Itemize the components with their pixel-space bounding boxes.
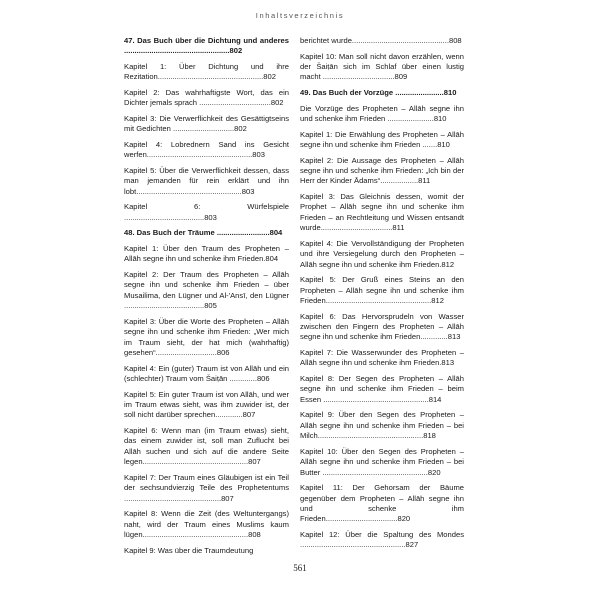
toc-entry: Kapitel 5: Der Gruß eines Steins an den Propheten – Allāh segne ihn und schenke ihm Frieden..................................................812 <box>300 275 464 306</box>
toc-entry: Kapitel 6: Das Hervorsprudeln von Wasser zwischen den Fingern des Propheten – Allāh segne ihn und schenke ihm Frieden.............813 <box>300 311 464 342</box>
toc-entry: Kapitel 11: Der Gehorsam der Bäume gegenüber dem Propheten – Allāh segne ihn und schenke ihm Frieden..................................820 <box>300 483 464 524</box>
toc-entry: 47. Das Buch über die Dichtung und anderes ..................................................802 <box>124 36 289 56</box>
toc-entry: Kapitel 1: Über den Traum des Propheten – Allāh segne ihn und schenke ihm Frieden.804 <box>124 244 289 264</box>
toc-entry: Kapitel 4: Ein (guter) Traum ist von Allāh und ein (schlechter) Traum vom Šaiṭān .............806 <box>124 363 289 384</box>
running-title: Inhaltsverzeichnis <box>255 11 345 20</box>
toc-entry: Kapitel 4: Lobrednern Sand ins Gesicht werfen..................................................803 <box>124 140 289 160</box>
toc-entry: Kapitel 5: Über die Verwerflichkeit dessen, dass man jemanden für rein erklärt und ihn lobt..................................................803 <box>124 166 289 196</box>
toc-entry: Kapitel 9: Über den Segen des Propheten – Allāh segne ihn und schenke ihm Frieden – bei Milch..................................................818 <box>300 410 464 441</box>
toc-entry: Die Vorzüge des Propheten – Allāh segne ihn und schenke ihm Frieden ......................810 <box>300 103 464 123</box>
toc-entry: Kapitel 1: Die Erwählung des Propheten – Allāh segne ihn und schenke ihm Frieden .......810 <box>300 129 464 149</box>
toc-entry: Kapitel 2: Das wahrhaftigste Wort, das ein Dichter jemals sprach ..................................802 <box>124 88 289 108</box>
toc-entry: 48. Das Buch der Träume .........................804 <box>124 228 283 238</box>
toc-entry: Kapitel 2: Die Aussage des Propheten – Allāh segne ihn und schenke ihm Frieden: „Ich bin der Herr der Kinder Ādams“..................811 <box>300 155 464 186</box>
page-number: 561 <box>293 563 307 573</box>
toc-entry: Kapitel 10: Über den Segen des Propheten – Allāh segne ihn und schenke ihm Frieden – bei Butter ..................................................820 <box>300 446 464 477</box>
toc-entry: Kapitel 8: Der Segen des Propheten – Allāh segne ihn und schenke ihm Frieden – beim Essen ..................................................814 <box>300 374 464 404</box>
toc-entry: Kapitel 6: Wenn man (im Traum etwas) sieht, das einem zuwider ist, soll man Zuflucht bei Allāh suchen und sich auf die andere Seite legen..................................................807 <box>124 426 289 467</box>
toc-entry: Kapitel 3: Über die Worte des Propheten – Allāh segne ihn und schenke ihm Frieden: „Wer mich im Traum sieht, der hat mich (wahrhaftig) gesehen“.............................806 <box>124 316 289 358</box>
toc-entry: Kapitel 7: Die Wasserwunder des Propheten – Allāh segne ihn und schenke ihm Frieden.813 <box>300 348 464 368</box>
toc-right-column <box>300 36 464 556</box>
toc-entry: Kapitel 7: Der Traum eines Gläubigen ist ein Teil der sechsundvierzig Teile des Prophetentums ..............................................807 <box>124 472 289 503</box>
toc-entry: Kapitel 9: Was über die Traumdeutung <box>124 545 254 555</box>
toc-entry: Kapitel 3: Die Verwerflichkeit des Gesättigtseins mit Gedichten .............................802 <box>124 114 289 134</box>
toc-entry: Kapitel 12: Über die Spaltung des Mondes ..................................................827 <box>300 530 464 550</box>
toc-entry: Kapitel 8: Wenn die Zeit (des Weltuntergangs) naht, wird der Traum eines Muslims kaum lügen..................................................808 <box>124 509 289 540</box>
toc-entry: Kapitel 2: Der Traum des Propheten – Allāh segne ihn und schenke ihm Frieden – über Musailima, den Lügner und Al-'Ansī, den Lügner ......................................805 <box>124 270 289 311</box>
toc-entry: Kapitel 5: Ein guter Traum ist von Allāh, und wer im Traum etwas sieht, was ihm zuwider ist, der soll nicht darüber sprechen.............807 <box>124 389 289 420</box>
toc-entry: Kapitel 10: Man soll nicht davon erzählen, wenn der Šaiṭān sich im Schlaf über einen lustig macht ..................................809 <box>300 51 464 82</box>
toc-left-column <box>124 36 289 561</box>
toc-entry: Kapitel 3: Das Gleichnis dessen, womit der Prophet – Allāh segne ihn und schenke ihm Frieden – an Rechtleitung und Wissen entsandt wurde..................................811 <box>300 192 464 233</box>
toc-entry: Kapitel 4: Die Vervollständigung der Propheten und ihre Versiegelung durch den Propheten – Allāh segne ihn und schenke ihm Frieden.812 <box>300 238 464 269</box>
toc-entry: Kapitel 6: Würfelspiele ......................................803 <box>124 202 289 222</box>
toc-entry: Kapitel 1: Über Dichtung und ihre Rezitation..................................................802 <box>124 62 289 82</box>
toc-entry: 49. Das Buch der Vorzüge .......................810 <box>300 88 457 97</box>
toc-entry: berichtet wurde..............................................808 <box>300 36 462 45</box>
